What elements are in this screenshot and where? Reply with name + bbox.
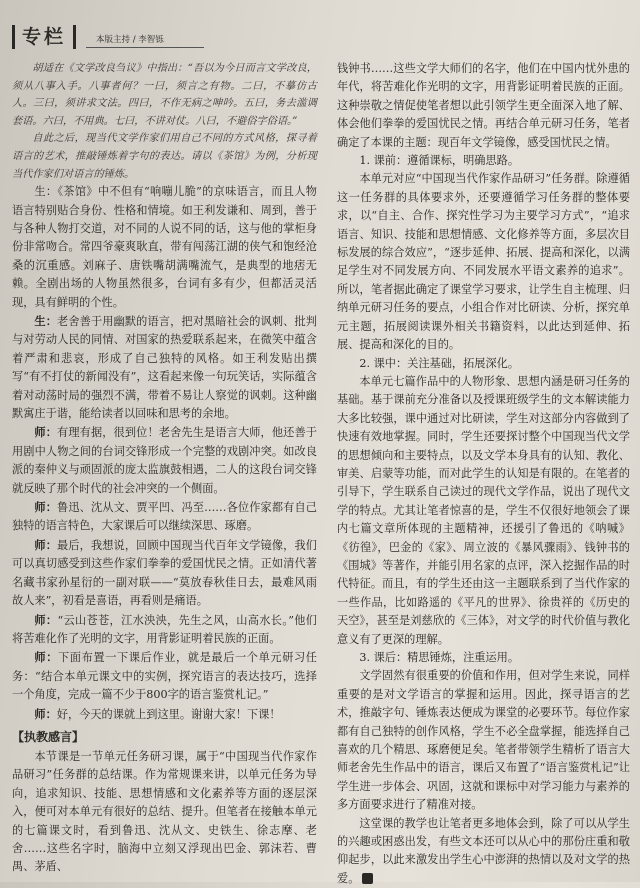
- reflection-paragraph-5: 文学固然有很重要的价值和作用，但对学生来说，同样重要的是对文学语言的掌握和运用。因此，探寻语言的艺术，推敲字句、锤炼表达便成为课堂的必要环节。每位作家都有自己独特的创作风格，学生不必全盘掌握，能选择自己喜欢的几个精思、琢磨便足矣。笔者带领学生精析了语言大师老舍先生作品中的语言，课后又布置了“语言鉴赏札记”让学生进一步体会、巩固，这就和课标中对学习能力与素养的多方面要求进行了精准对接。: [337, 669, 630, 812]
- speaker-label: 师：: [34, 500, 58, 515]
- student-answer-1: 生：《茶馆》中不但有“响嘣儿脆”的京味语言，而且人物语言特别贴合身份、性格和情境。如王利发谦和、周到，善于与各种人物打交道，对不同的人说不同的话，这与他的掌柜身份非常吻合。常四爷豪爽耿直，带有闯荡江湖的侠气和饱经沧桑的沉重感。刘麻子、唐铁嘴胡满嘴流气，是典型的地痞无赖。全剧出场的人物虽然很多，台词有多有少，但都活灵活现，具有鲜明的个性。: [12, 185, 317, 309]
- teacher-remark-1: [12, 423, 317, 498]
- teacher-remark-5: [12, 648, 317, 704]
- paragraph-text: “云山苍苍，江水泱泱，先生之风，山高水长。”他们将苦难化作了光明的文字，用背影证明着民族的正面。: [12, 613, 317, 645]
- host-line: 本版主持 / 李智铄: [86, 33, 204, 48]
- speaker-label: 师：: [34, 706, 57, 721]
- reflection-paragraph-3: 本单元对应“中国现当代作家作品研习”任务群。除遵循这一任务群的具体要求外，还要遵循学习任务群的整体要求，以“自主、合作、探究性学习为主要学习方式”，“追求语言、知识、技能和思想情感、文化修养等方面，多层次目标发展的综合效应”，“逐步延伸、拓展、提高和深化，以满足学生对不同发展方向、不同发展水平语文素养的追求”。所以，笔者据此确定了课堂学习要求，让学生自主梳理、归纳单元研习任务的要点，小组合作对比研读、分析，探究单元主题，拓展阅读课外相关书籍资料，以此达到延伸、拓展、提高和深化的目的。: [337, 172, 630, 352]
- student-answer-2: [12, 312, 317, 423]
- reflection-paragraph-6: [337, 815, 630, 888]
- paragraph-text: 这堂课的教学也让笔者更多地体会到，除了可以从学生的兴趣或困惑出发，有些文本还可以从心中的那份庄重和敬仰起步，以此来激发出学生心中澎湃的热情以及对文学的热爱。: [337, 816, 630, 885]
- prompt-paragraph: 自此之后，现当代文学作家们用自己不同的方式风格，探寻着语言的艺术，推敲锤炼着字句的表达。请以《茶馆》为例，分析现当代作家们对语言的锤炼。: [12, 133, 317, 180]
- reflection-paragraph-1: 本节课是一节单元任务研习课，属于“中国现当代作家作品研习”任务群的总结课。作为常规课来讲，以单元任务为导向，追求知识、技能、思想情感和文化素养等方面的逐层深入，便可对本单元有很好的总结、提升。但笔者在接触本单元的七篇课文时，看到鲁迅、沈从文、史铁生、徐志摩、老舍……这些名字时，脑海中立刻又浮现出巴金、郭沫若、曹禺、茅盾、: [12, 749, 317, 874]
- paragraph-text: 老舍善于用幽默的语言，把对黑暗社会的讽刺、批判与对劳动人民的同情、对国家的热爱联系起来，在微笑中蕴含着严肃和悲哀，形成了自己独特的风格。如王利发贴出撰写“有不打仗的新闻没有”，这看起来像一句玩笑话，实际蕴含着对动荡时局的强烈不满，带着不易让人察觉的讽刺。这种幽默寓庄于谐，能给读者以回味和思考的余地。: [12, 315, 317, 421]
- paragraph-text: 下面布置一下课后作业，就是最后一个单元研习任务：“结合本单元课文中的实例，探究语言的表达技巧，选择一个角度，完成一篇不少于800字的语言鉴赏札记。”: [12, 651, 317, 702]
- teacher-remark-6: [12, 705, 317, 724]
- end-mark-icon: E: [362, 873, 373, 884]
- subsection-title-1: 1. 课前：遵循课标，明确思路。: [359, 154, 520, 168]
- subsection-title-3: 3. 课后：精思锤炼，注重运用。: [359, 651, 520, 664]
- paragraph-text: 鲁迅、沈从文、贾平凹、冯至……各位作家都有自己独特的语言特色，大家课后可以继续深思、琢磨。: [12, 501, 317, 533]
- speaker-label: 师：: [34, 425, 58, 440]
- subsection-title-2: 2. 课中：关注基础，拓展深化。: [359, 356, 520, 370]
- paragraph-text: 最后，我想说，回顾中国现当代百年文学镜像，我们可以真切感受到这些作家们拳拳的爱国忧民之情。正如清代著名藏书家孙星衍的一副对联——“莫放春秋佳日去，最难风雨故人来”，初看是喜语，再看则是痛语。: [12, 538, 317, 608]
- paragraph-text: 好，今天的课就上到这里。谢谢大家！下课！: [56, 707, 281, 721]
- speaker-label: 师：: [34, 537, 58, 552]
- teacher-remark-2: [12, 498, 317, 536]
- quote-paragraph: 胡适在《文学改良刍议》中指出：“吾以为今日而言文学改良，须从八事入手。八事者何？一曰，须言之有物。二曰，不摹仿古人。三曰，须讲求文法。四曰，不作无病之呻吟。五曰，务去滥调套语。六曰，不用典。七曰，不讲对仗。八曰，不避俗字俗语。”: [12, 63, 317, 127]
- section-title: 【执教感言】: [12, 729, 85, 744]
- teacher-remark-4: [12, 611, 317, 649]
- speaker-label: 师：: [34, 612, 58, 627]
- speaker-label: 师：: [34, 650, 58, 665]
- reflection-paragraph-4: 本单元七篇作品中的人物形象、思想内涵是研习任务的基础。基于课前充分准备以及授课班级学生的文本解读能力大多比较强，课中通过对比研读，学生对这部分内容做到了快速有效地掌握。同时，学生还要探讨整个中国现当代文学的思想倾向和主要特点，以及文学本身具有的认知、教化、审美、启蒙等功能，而对此学生的认知是有限的。在笔者的引导下，学生联系自己读过的现代文学作品，说出了现代文学的特点。尤其让笔者惊喜的是，学生不仅很好地领会了课内七篇文章所体现的主题精神，还援引了鲁迅的《呐喊》《彷徨》，巴金的《家》、周立波的《暴风骤雨》、钱钟书的《围城》等著作，并能引用名家的点评，深入挖掘作品的时代特征。而且，有的学生还由这一主题联系到了当代作家的一些作品，比如路遥的《平凡的世界》、徐贵祥的《历史的天空》，甚至是刘慈欣的《三体》，对文学的时代价值与教化意义有了更深的理解。: [337, 374, 630, 646]
- right-column: [337, 60, 630, 888]
- column-header: [12, 22, 312, 52]
- teacher-remark-3: [12, 536, 317, 611]
- column-label: 专栏: [12, 25, 76, 49]
- reflection-paragraph-2: 钱钟书……这些文学大师们的名字，他们在中国内忧外患的年代，将苦难化作光明的文字，用背影证明着民族的正面。这种崇敬之情促使笔者想以此引领学生更全面深入地了解、体会他们拳拳的爱国忧民之情。再结合单元研习任务，笔者确定了本课的主题：现百年文学镜像，感受国忧民之情。: [337, 62, 630, 149]
- speaker-label: 生：: [34, 314, 58, 328]
- left-column: [12, 60, 317, 877]
- paragraph-text: 有理有据，很到位！老舍先生是语言大师，他还善于用剧中人物之间的台词交锋形成一个完整的戏剧冲突。如改良派的秦仲义与顽固派的庞太监旗鼓相遇，二人的这段台词交锋就反映了那个时代的社会冲突的一个侧面。: [12, 426, 317, 495]
